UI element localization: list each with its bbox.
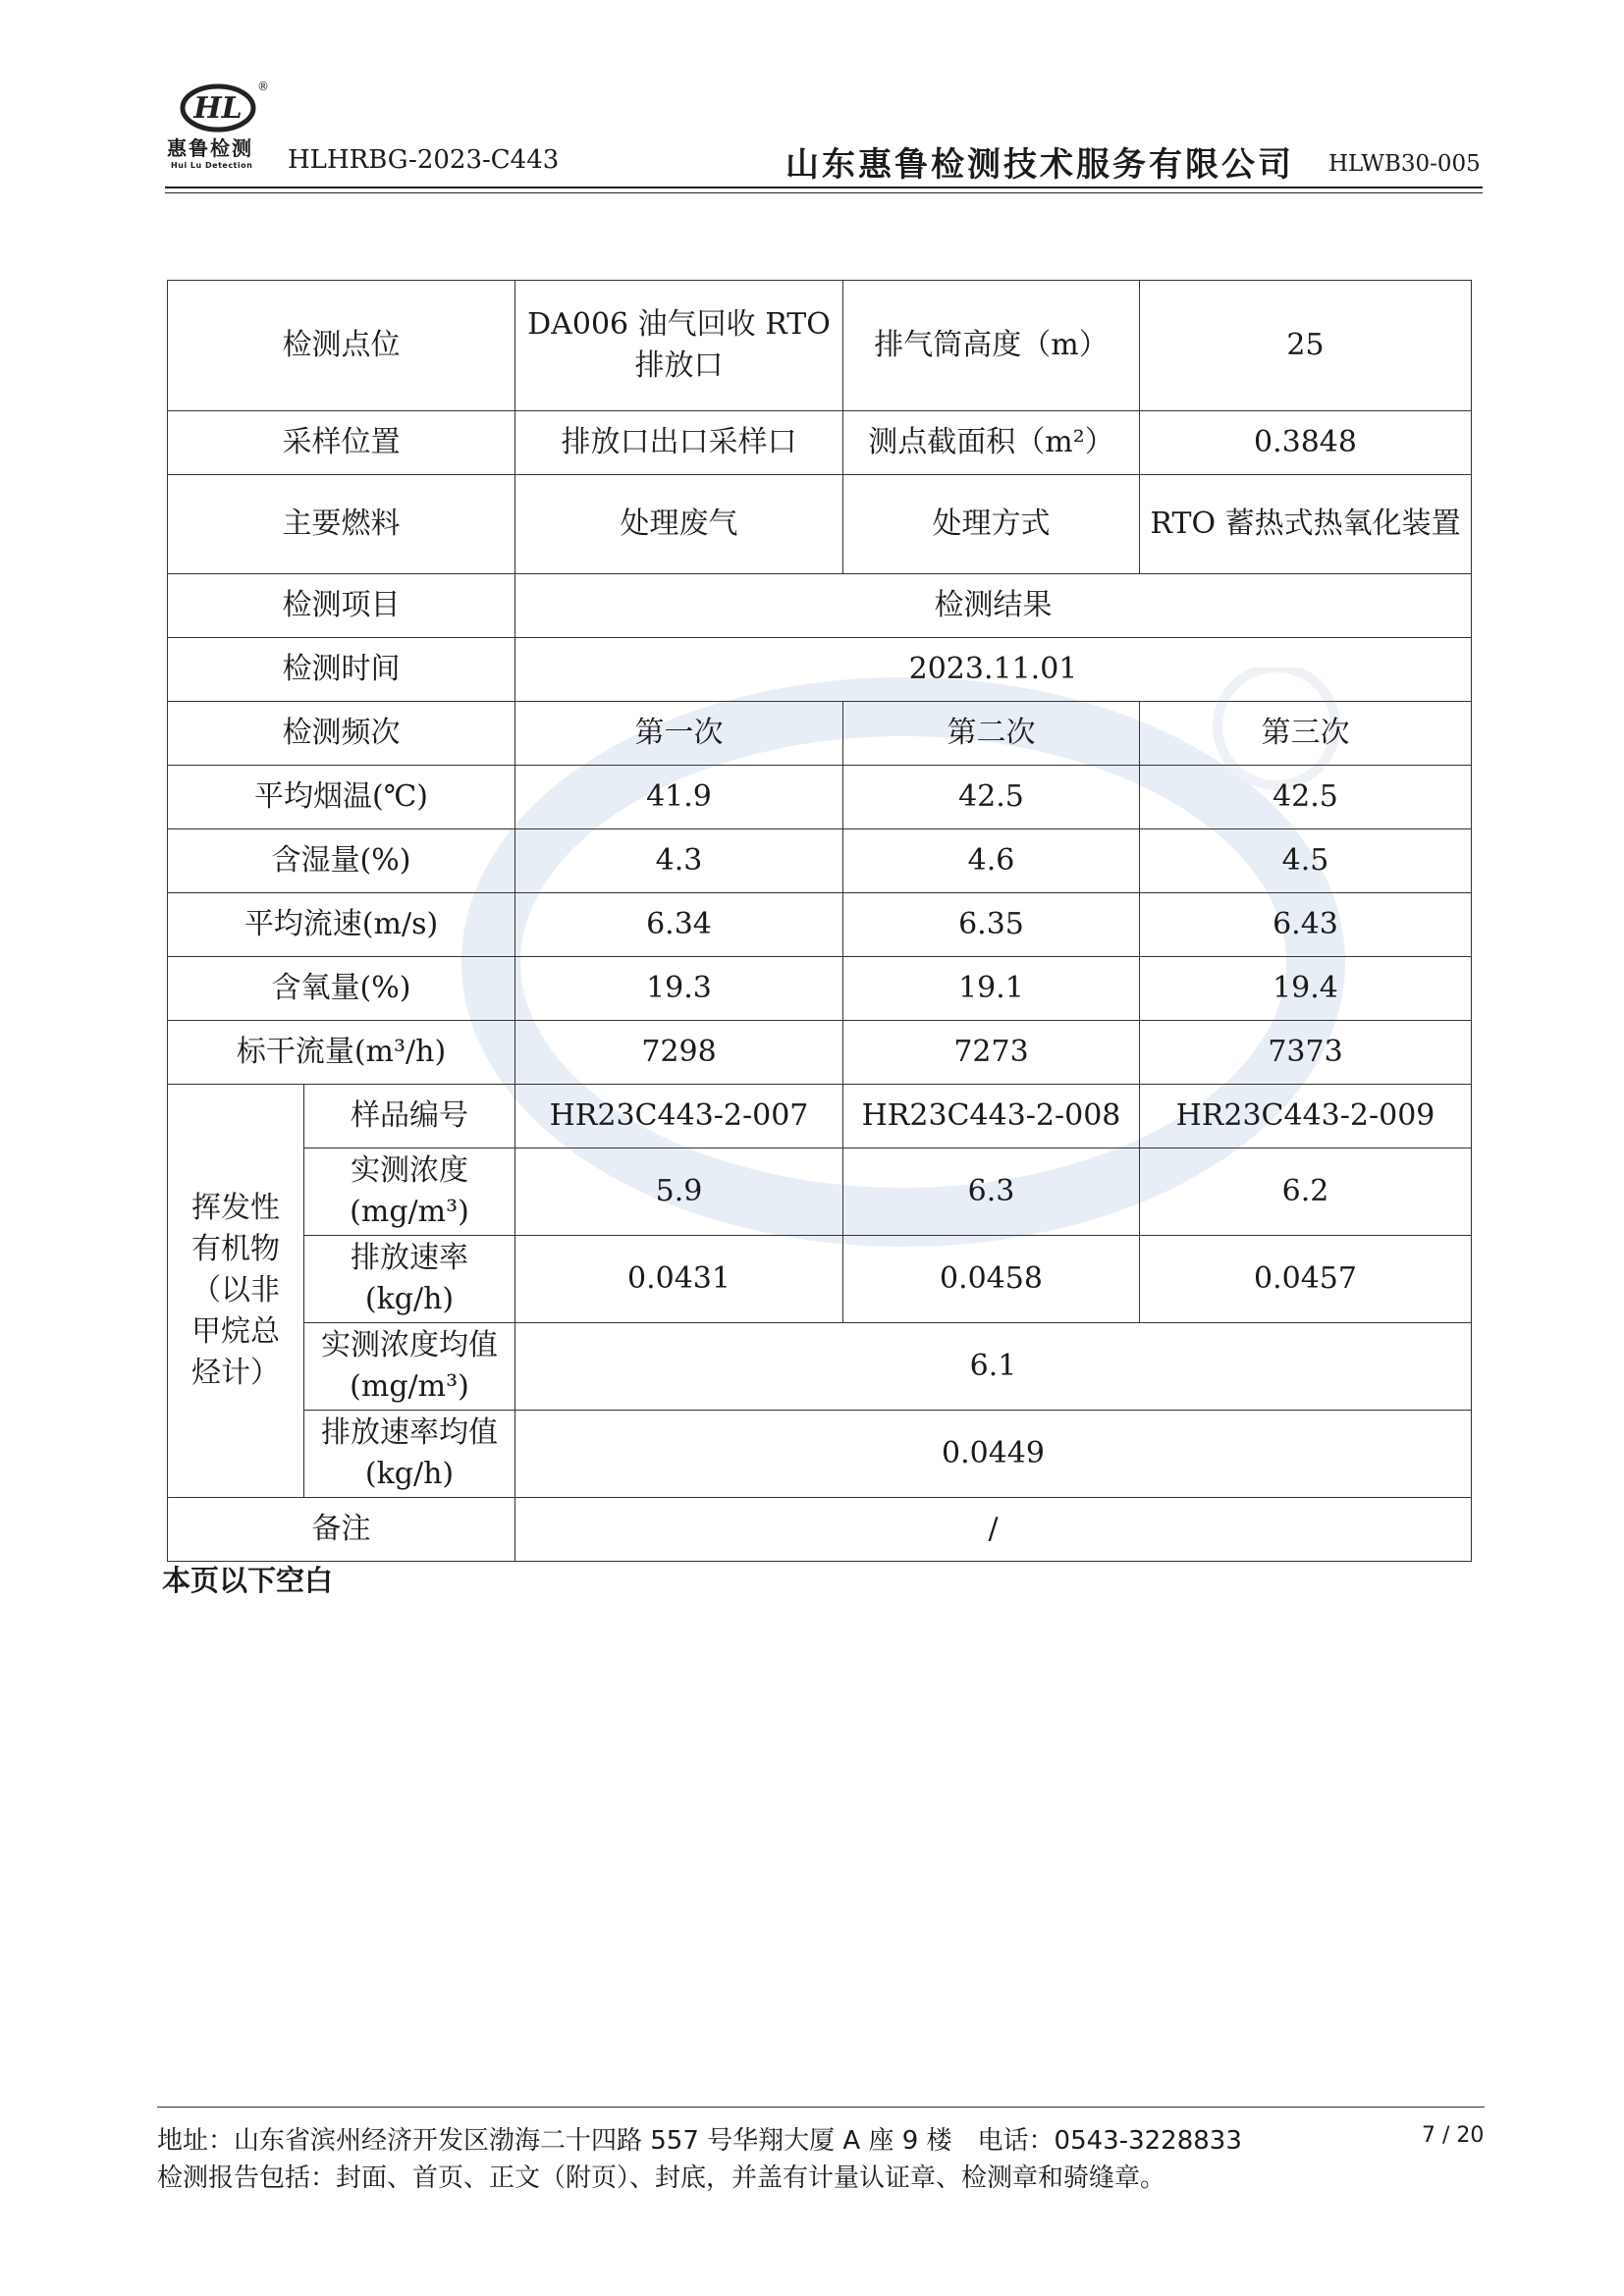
method-value: RTO 蓄热式热氧化装置 [1140,475,1472,574]
remark-value: / [515,1498,1472,1562]
voc-label: 挥发性有机物（以非甲烷总烃计） [168,1085,304,1498]
logo-cn: 惠鲁检测 [167,136,253,160]
conc-2: 6.3 [843,1148,1140,1236]
stack-height-value: 25 [1140,281,1472,411]
rate-avg-value: 0.0449 [515,1411,1472,1498]
row-fuel [168,475,1472,574]
row-rate [168,1236,1472,1323]
logo-reg: ® [257,80,269,93]
freq-1: 第一次 [515,702,843,766]
oxygen-label: 含氧量(%) [168,957,515,1021]
moist-1: 4.3 [515,829,843,893]
sample-no-1: HR23C443-2-007 [515,1085,843,1148]
temp-2: 42.5 [843,766,1140,829]
sampling-pos-label: 采样位置 [168,411,515,475]
temp-3: 42.5 [1140,766,1472,829]
sampling-pos-value: 排放口出口采样口 [515,411,843,475]
velocity-2: 6.35 [843,893,1140,957]
footer-address: 地址：山东省滨州经济开发区渤海二十四路 557 号华翔大厦 A 座 9 楼 电话：0543-3228833 [157,2126,1242,2156]
row-rate-avg [168,1411,1472,1498]
report-number: HLHRBG-2023-C443 [288,145,560,175]
freq-3: 第三次 [1140,702,1472,766]
time-value: 2023.11.01 [515,638,1472,702]
temp-label: 平均烟温(℃) [168,766,515,829]
flow-3: 7373 [1140,1021,1472,1085]
rate-3: 0.0457 [1140,1236,1472,1323]
result-label: 检测结果 [515,574,1472,638]
blank-note: 本页以下空白 [162,1564,334,1597]
time-label: 检测时间 [168,638,515,702]
row-conc [168,1148,1472,1236]
conc-1: 5.9 [515,1148,843,1236]
conc-avg-label: 实测浓度均值(mg/m³) [304,1323,515,1411]
point-label: 检测点位 [168,281,515,411]
sample-no-label: 样品编号 [304,1085,515,1148]
footer-rule [157,2107,1485,2108]
moist-label: 含湿量(%) [168,829,515,893]
moist-3: 4.5 [1140,829,1472,893]
item-label: 检测项目 [168,574,515,638]
row-oxygen [168,957,1472,1021]
temp-1: 41.9 [515,766,843,829]
rate-1: 0.0431 [515,1236,843,1323]
velocity-3: 6.43 [1140,893,1472,957]
freq-2: 第二次 [843,702,1140,766]
page-number: 7 / 20 [1422,2123,1485,2148]
flow-2: 7273 [843,1021,1140,1085]
row-time [168,638,1472,702]
flow-label: 标干流量(m³/h) [168,1021,515,1085]
oxygen-3: 19.4 [1140,957,1472,1021]
row-point [168,281,1472,411]
section-area-value: 0.3848 [1140,411,1472,475]
header-rule [165,187,1483,188]
freq-label: 检测频次 [168,702,515,766]
row-remark [168,1498,1472,1562]
conc-3: 6.2 [1140,1148,1472,1236]
rate-2: 0.0458 [843,1236,1140,1323]
conc-label: 实测浓度(mg/m³) [304,1148,515,1236]
method-label: 处理方式 [843,475,1140,574]
row-freq [168,702,1472,766]
remark-label: 备注 [168,1498,515,1562]
sample-no-2: HR23C443-2-008 [843,1085,1140,1148]
row-item [168,574,1472,638]
velocity-1: 6.34 [515,893,843,957]
row-sample-no [168,1085,1472,1148]
detection-table [167,280,1472,1562]
rate-avg-label: 排放速率均值(kg/h) [304,1411,515,1498]
row-velocity [168,893,1472,957]
logo-mark: HL [193,91,243,126]
oxygen-2: 19.1 [843,957,1140,1021]
row-moist [168,829,1472,893]
form-number: HLWB30-005 [1328,151,1481,177]
header-rule-thin [165,192,1483,193]
row-sampling [168,411,1472,475]
row-conc-avg [168,1323,1472,1411]
rate-label: 排放速率(kg/h) [304,1236,515,1323]
conc-avg-value: 6.1 [515,1323,1472,1411]
footer-note: 检测报告包括：封面、首页、正文（附页）、封底，并盖有计量认证章、检测章和骑缝章。 [157,2163,1166,2193]
company-name: 山东惠鲁检测技术服务有限公司 [785,145,1294,185]
sample-no-3: HR23C443-2-009 [1140,1085,1472,1148]
detection-table-wrap [167,280,1471,1562]
section-area-label: 测点截面积（m²） [843,411,1140,475]
moist-2: 4.6 [843,829,1140,893]
point-value: DA006 油气回收 RTO 排放口 [515,281,843,411]
oxygen-1: 19.3 [515,957,843,1021]
flow-1: 7298 [515,1021,843,1085]
logo-en: Hui Lu Detection [171,161,253,170]
stack-height-label: 排气筒高度（m） [843,281,1140,411]
fuel-label: 主要燃料 [168,475,515,574]
company-logo [177,77,275,135]
velocity-label: 平均流速(m/s) [168,893,515,957]
row-flow [168,1021,1472,1085]
row-temp [168,766,1472,829]
fuel-value: 处理废气 [515,475,843,574]
